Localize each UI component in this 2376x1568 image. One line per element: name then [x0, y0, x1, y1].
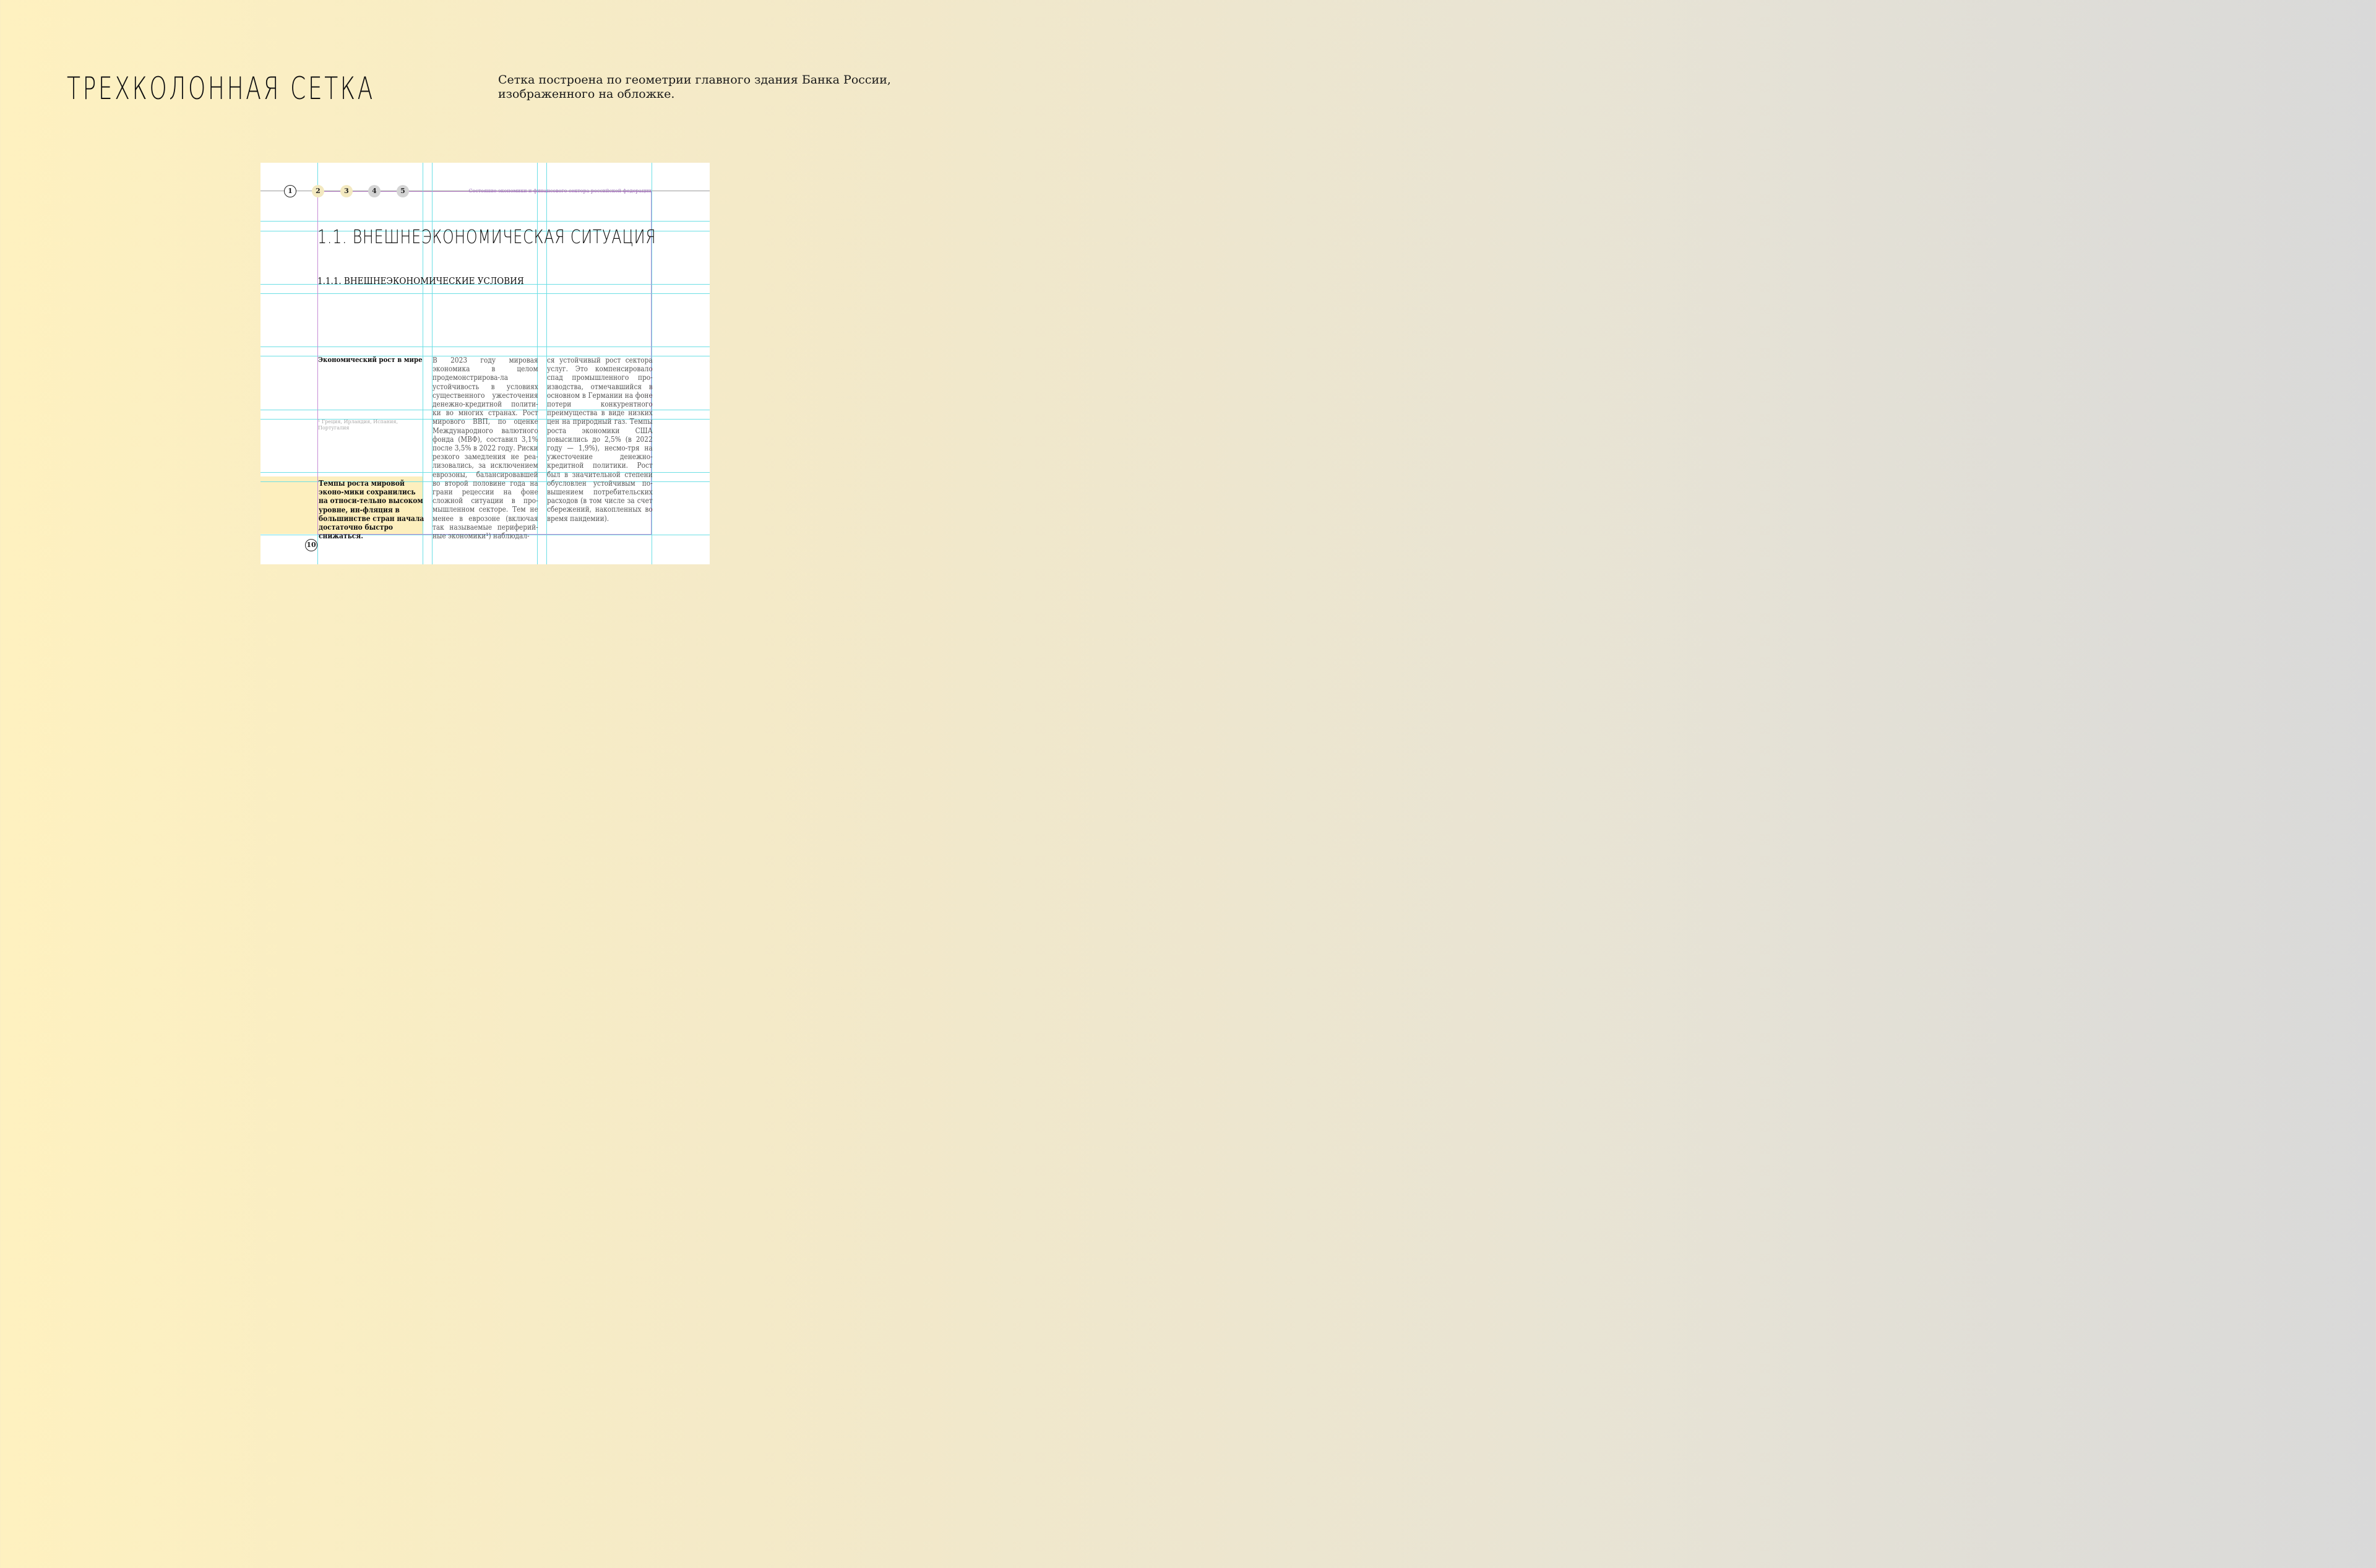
body-column-2 [547, 356, 653, 523]
page-number-marker: 10 [305, 539, 317, 551]
body-text: ся устойчивый рост сектора услуг. Это компенсировало спад промышленного про-изводства, отмечавшийся в основном в Германии на фоне потери конкурентного преимущества в виде низких цен на природный газ. Темпы роста экономики США повысились до 2,5% (в 2022 году — 1,9%), несмо-тря на ужесточение денежно-кредитной политики. Рост был в значительной степени обусловлен устойчивым по-вышением потребительских расходов (в том числе за счет сбережений, накопленных во время пандемии). [547, 356, 653, 523]
marker-1: 1 [284, 185, 296, 197]
page-title: ТРЕХКОЛОННАЯ СЕТКА [67, 71, 375, 106]
grid-layout-sheet [260, 163, 710, 564]
marker-4: 4 [368, 185, 381, 197]
heading-level-2: 1.1.1. ВНЕШНЕЭКОНОМИЧЕСКИЕ УСЛОВИЯ [317, 275, 524, 286]
marker-5: 5 [397, 185, 409, 197]
callout-text: Темпы роста мировой эконо-мики сохранились на относи-тельно высоком уровне, ин-фляция в большинстве стран начала достаточно быстро снижаться. [319, 479, 424, 541]
page-description: Сетка построена по геометрии главного здания Банка России, изображенного на обложке. [498, 73, 891, 101]
footnote: ¹ Греция, Ирландия, Испания, Португалия [318, 419, 398, 431]
heading-level-1: 1.1. ВНЕШНЕЭКОНОМИЧЕСКАЯ СИТУАЦИЯ [317, 226, 656, 248]
body-column-1 [433, 356, 538, 540]
marker-3: 3 [340, 185, 353, 197]
marker-2: 2 [312, 185, 324, 197]
side-title: Экономический рост в мире [318, 355, 423, 364]
body-text: В 2023 году мировая экономика в целом продемонстрирова-ла устойчивость в условиях существенного ужесточения денежно-кредитной полити-ки во многих странах. Рост мирового ВВП, по оценке Международного валютного фонда (МВФ), составил 3,1% после 3,5% в 2022 году. Риски резкого замедления не реа-лизовались, за исключением еврозоны, балансировавшей во второй половине года на грани рецессии на фоне сложной ситуации в про-мышленном секторе. Тем не менее в еврозоне (включая так называемые периферий-ные экономики¹) наблюдал- [433, 356, 538, 541]
running-head: Состояние экономики и финансового сектора российской федерации [468, 188, 652, 194]
